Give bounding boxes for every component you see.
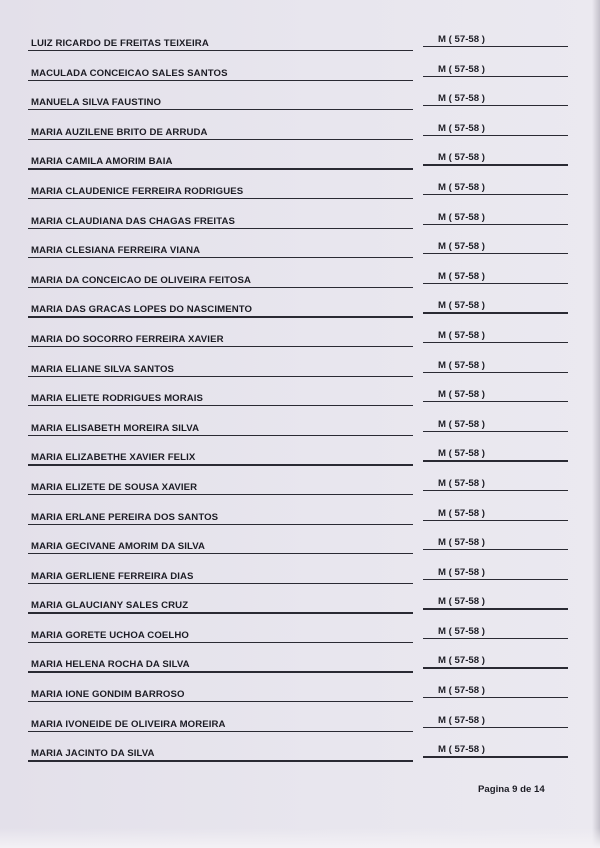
category-code: M ( 57-58 ) [438,122,485,134]
person-name: MARIA DAS GRACAS LOPES DO NASCIMENTO [31,304,253,316]
name-underline [28,257,413,258]
code-underline [423,194,568,195]
person-name: MARIA GORETE UCHOA COELHO [31,629,189,641]
person-name: MARIA GECIVANE AMORIM DA SILVA [31,541,206,553]
person-name: MARIA HELENA ROCHA DA SILVA [31,659,190,671]
name-underline [28,228,413,229]
list-row [28,446,568,476]
category-code: M ( 57-58 ) [438,63,485,75]
list-row [28,62,568,92]
category-code: M ( 57-58 ) [438,625,485,637]
category-code: M ( 57-58 ) [438,241,485,253]
name-underline [28,346,413,347]
name-underline [28,671,413,672]
name-underline [28,405,413,406]
code-underline [423,520,568,521]
person-name: MARIA ELIZETE DE SOUSA XAVIER [31,481,198,493]
person-name: MARIA CAMILA AMORIM BAIA [31,156,173,168]
category-code: M ( 57-58 ) [438,714,485,726]
name-underline [28,435,413,436]
person-name: MARIA GERLIENE FERREIRA DIAS [31,570,194,582]
person-name: MARIA CLAUDIANA DAS CHAGAS FREITAS [31,215,235,227]
list-row [28,358,568,388]
category-code: M ( 57-58 ) [438,181,485,193]
name-underline [28,50,413,51]
category-code: M ( 57-58 ) [438,596,485,608]
person-name: MARIA IVONEIDE DE OLIVEIRA MOREIRA [31,718,226,730]
code-underline [423,667,568,668]
person-name: MARIA GLAUCIANY SALES CRUZ [31,600,189,612]
list-row [28,210,568,240]
name-underline [28,642,413,643]
code-underline [423,135,568,136]
person-name: MARIA CLESIANA FERREIRA VIANA [31,245,201,257]
name-underline [28,316,413,317]
code-underline [423,431,568,432]
list-row [28,683,568,713]
code-underline [423,164,568,165]
code-underline [423,756,568,757]
person-name: MARIA IONE GONDIM BARROSO [31,689,185,701]
list-row [28,91,568,121]
list-row [28,387,568,417]
list-row [28,417,568,447]
category-code: M ( 57-58 ) [438,655,485,667]
person-name: MARIA ELISABETH MOREIRA SILVA [31,422,200,434]
list-row [28,121,568,151]
person-name: LUIZ RICARDO DE FREITAS TEIXEIRA [31,38,209,49]
category-code: M ( 57-58 ) [438,566,485,578]
name-underline [28,80,413,81]
name-underline [28,287,413,288]
code-underline [423,46,568,47]
category-code: M ( 57-58 ) [438,418,485,430]
list-row [28,476,568,506]
person-name: MARIA DO SOCORRO FERREIRA XAVIER [31,333,224,345]
name-underline [28,524,413,525]
list-row [28,180,568,210]
category-code: M ( 57-58 ) [438,152,485,164]
category-code: M ( 57-58 ) [438,744,485,756]
name-underline [28,376,413,377]
category-code: M ( 57-58 ) [438,359,485,371]
code-underline [423,224,568,225]
category-code: M ( 57-58 ) [438,211,485,223]
name-underline [28,109,413,110]
code-underline [423,727,568,728]
name-underline [28,701,413,702]
page-number: Pagina 9 de 14 [478,784,545,795]
list-row [28,594,568,624]
list-row [28,150,568,180]
list-row [28,239,568,269]
code-underline [423,312,568,313]
scan-edge-shadow [592,0,600,848]
category-code: M ( 57-58 ) [438,93,485,105]
name-underline [28,464,413,465]
name-underline [28,198,413,199]
list-row [28,32,568,62]
code-underline [423,401,568,402]
name-underline [28,168,413,169]
category-code: M ( 57-58 ) [438,448,485,460]
category-code: M ( 57-58 ) [438,537,485,549]
code-underline [423,608,568,609]
code-underline [423,549,568,550]
name-underline [28,139,413,140]
person-name: MARIA ELIETE RODRIGUES MORAIS [31,393,204,405]
code-underline [423,105,568,106]
list-row [28,742,568,772]
list-row [28,269,568,299]
name-underline [28,494,413,495]
code-underline [423,372,568,373]
name-underline [28,583,413,584]
name-underline [28,760,413,761]
scan-bottom-edge [0,828,600,848]
person-name: MARIA AUZILENE BRITO DE ARRUDA [31,126,208,138]
person-name: MANUELA SILVA FAUSTINO [31,97,162,109]
person-name: MARIA ELIZABETHE XAVIER FELIX [31,452,196,464]
code-underline [423,283,568,284]
category-code: M ( 57-58 ) [438,270,485,282]
name-underline [28,731,413,732]
code-underline [423,253,568,254]
name-underline [28,612,413,613]
code-underline [423,76,568,77]
category-code: M ( 57-58 ) [438,477,485,489]
person-name: MARIA ELIANE SILVA SANTOS [31,363,175,375]
person-name: MARIA DA CONCEICAO DE OLIVEIRA FEITOSA [31,274,252,286]
list-row [28,506,568,536]
category-code: M ( 57-58 ) [438,685,485,697]
person-name: MARIA CLAUDENICE FERREIRA RODRIGUES [31,185,244,197]
code-underline [423,697,568,698]
category-code: M ( 57-58 ) [438,300,485,312]
list-row [28,565,568,595]
person-name: MACULADA CONCEICAO SALES SANTOS [31,67,228,79]
category-code: M ( 57-58 ) [438,34,485,45]
category-code: M ( 57-58 ) [438,329,485,341]
list-row [28,535,568,565]
list-row [28,713,568,743]
code-underline [423,460,568,461]
category-code: M ( 57-58 ) [438,389,485,401]
code-underline [423,342,568,343]
list-row [28,298,568,328]
code-underline [423,490,568,491]
list-row [28,328,568,358]
name-list [28,32,568,772]
person-name: MARIA JACINTO DA SILVA [31,748,155,760]
code-underline [423,638,568,639]
list-row [28,653,568,683]
list-row [28,624,568,654]
code-underline [423,579,568,580]
person-name: MARIA ERLANE PEREIRA DOS SANTOS [31,511,219,523]
name-underline [28,553,413,554]
category-code: M ( 57-58 ) [438,507,485,519]
